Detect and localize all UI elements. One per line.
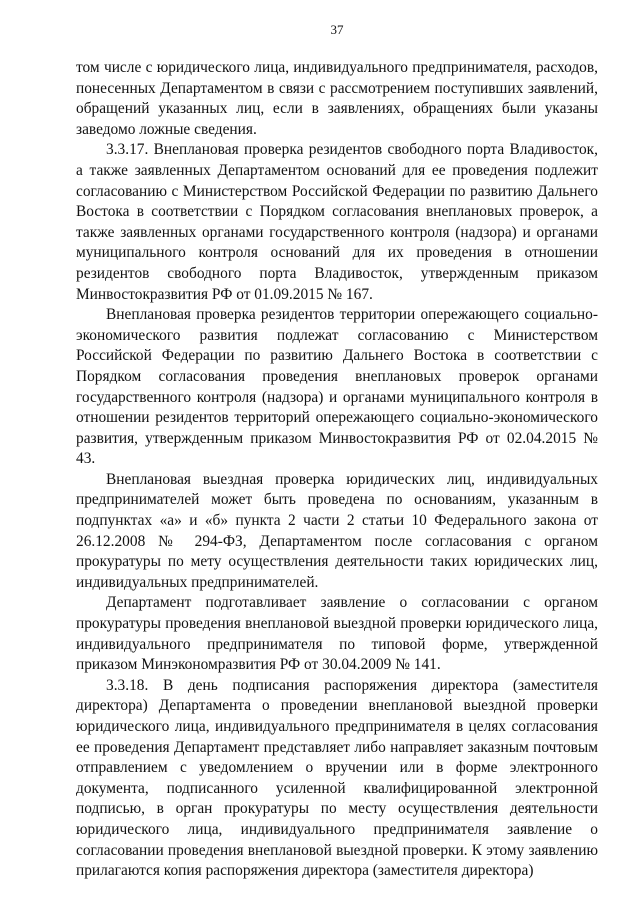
document-body [76, 58, 598, 882]
paragraph-3-3-17: 3.3.17. Внеплановая проверка резидентов свободного порта Владивосток, а также заявленных Департаментом оснований для ее проведения подлежит согласованию с Министерством Российской Федерации по развитию Дальнего Востока в соответствии с Порядком согласования внеплановых проверок, а также заявленных органами государственного контроля (надзора) и органами муниципального контроля оснований для их проведения в отношении резидентов свободного порта Владивосток, утвержденным приказом Минвостокразвития РФ от 01.09.2015 № 167. [76, 141, 598, 303]
paragraph-priority-development-territory: Внеплановая проверка резидентов территории опережающего социально-экономического развития подлежат согласованию с Министерством Российской Федерации по развитию Дальнего Востока в соответствии с Порядком согласования проведения внеплановых проверок органами государственного контроля (надзора) и органами муниципального контроля в отношении резидентов территорий опережающего социально-экономического развития, утвержденным приказом Минвостокразвития РФ от 02.04.2015 № 43. [76, 306, 598, 468]
paragraph-unscheduled-field-inspection: Внеплановая выездная проверка юридических лиц, индивидуальных предпринимателей может быть проведена по основаниям, указанным в подпунктах «а» и «б» пункта 2 части 2 статьи 10 Федерального закона от 26.12.2008 № 294-ФЗ, Департаментом после согласования с органом прокуратуры по мету осуществления деятельности таких юридических лиц, индивидуальных предпринимателей. [76, 470, 598, 591]
paragraph-application-prosecutor: Департамент подготавливает заявление о согласовании с органом прокуратуры проведения внеплановой выездной проверки юридического лица, индивидуального предпринимателя по типовой форме, утвержденной приказом Минэкономразвития РФ от 30.04.2009 № 141. [76, 594, 598, 674]
page-number: 37 [330, 22, 344, 37]
paragraph-continuation: том числе с юридического лица, индивидуального предпринимателя, расходов, понесенных Департаментом в связи с рассмотрением поступивших заявлений, обращений указанных лиц, если в заявлениях, обращениях были указаны заведомо ложные сведения. [76, 59, 598, 138]
paragraph-3-3-18: 3.3.18. В день подписания распоряжения директора (заместителя директора) Департамента о проведении внеплановой выездной проверки юридического лица, индивидуального предпринимателя в целях согласования ее проведения Департамент представляет либо направляет заказным почтовым отправлением с уведомлением о вручении или в форме электронного документа, подписанного усиленной квалифицированной электронной подписью, в орган прокуратуры по месту осуществления деятельности юридического лица, индивидуального предпринимателя заявление о согласовании проведения внеплановой выездной проверки. К этому заявлению прилагаются копия распоряжения директора (заместителя директора) [76, 676, 598, 880]
